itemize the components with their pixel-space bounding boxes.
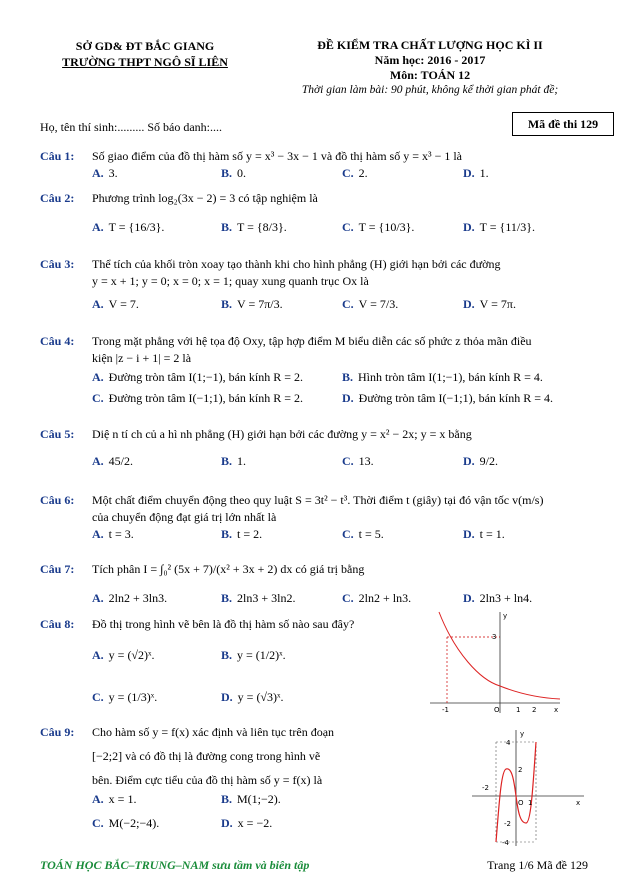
question-number: Câu 2: (40, 191, 75, 205)
option-key: B. (221, 527, 233, 541)
question-text: Cho hàm số y = f(x) xác định và liên tục trên đoạn (92, 725, 335, 739)
option-value: Đường tròn tâm I(−1;1), bán kính R = 4. (358, 391, 554, 405)
option-b (221, 219, 287, 236)
question-2 (40, 190, 588, 237)
question-text-line-2: của chuyển động đạt giá trị lớn nhất là (92, 510, 277, 524)
page-info: Trang 1/6 Mã đề 129 (487, 858, 588, 872)
option-value: x = 1. (108, 792, 137, 806)
question-6 (40, 492, 588, 544)
option-value: t = 3. (108, 527, 134, 541)
option-key: D. (221, 816, 233, 830)
question-4 (40, 333, 588, 408)
tick-label: -1 (442, 706, 449, 714)
option-c (342, 296, 398, 313)
axis-label-y: y (503, 612, 508, 620)
option-key: B. (221, 166, 233, 180)
origin-label: O (518, 799, 524, 807)
school-year: Năm học: 2016 - 2017 (374, 53, 486, 67)
option-a (92, 219, 164, 236)
option-a (92, 453, 133, 470)
option-a (92, 165, 118, 182)
question-number: Câu 8: (40, 617, 75, 631)
tick-label: 2 (532, 706, 537, 714)
option-value: V = 7π/3. (237, 297, 283, 311)
option-key: A. (92, 166, 104, 180)
option-value: 2. (358, 166, 368, 180)
question-text: Một chất điểm chuyển động theo quy luật S = 3t² − t³. Thời điểm t (giây) tại đó vận tốc v(m/s) (92, 493, 544, 507)
option-key: B. (221, 220, 233, 234)
option-d (463, 296, 516, 313)
question-number: Câu 3: (40, 257, 75, 271)
option-value: t = 5. (358, 527, 384, 541)
question-text-line-2: y = x + 1; y = 0; x = 0; x = 1; quay xung quanh trục Ox là (92, 274, 369, 288)
option-key: B. (221, 297, 233, 311)
option-value: t = 1. (479, 527, 505, 541)
option-value: 9/2. (479, 454, 499, 468)
options-row-2 (92, 689, 400, 707)
options (92, 453, 588, 471)
options (92, 369, 588, 387)
option-key: D. (463, 454, 475, 468)
question-number: Câu 9: (40, 725, 75, 739)
student-info-line: Họ, tên thí sinh:......... Số báo danh:.... (40, 120, 222, 134)
option-value: 2ln3 + 3ln2. (237, 591, 296, 605)
options-row-2 (92, 390, 588, 408)
curve (439, 612, 560, 699)
option-value: Đường tròn tâm I(−1;1), bán kính R = 2. (108, 391, 304, 405)
option-key: B. (221, 591, 233, 605)
options (92, 590, 588, 608)
option-key: C. (342, 220, 354, 234)
option-value: T = {10/3}. (358, 220, 415, 234)
options (92, 791, 400, 809)
time-note: Thời gian làm bài: 90 phút, không kể thời gian phát đề; (301, 84, 559, 96)
option-key: B. (221, 792, 233, 806)
footer-brand: TOÁN HỌC BẮC–TRUNG–NAM sưu tầm và biên tập (40, 858, 310, 872)
question-9 (40, 724, 400, 833)
option-value: 13. (358, 454, 374, 468)
option-value: y = (1/3)ˣ. (108, 690, 158, 704)
question-8 (40, 616, 400, 707)
options (92, 647, 400, 665)
option-value: V = 7/3. (358, 297, 399, 311)
tick-label: 2 (518, 766, 523, 774)
tick-label: -4 (502, 839, 509, 847)
question-text-line-2: [−2;2] và có đồ thị là đường cong trong hình vẽ (92, 749, 321, 763)
option-b (221, 296, 283, 313)
option-key: D. (463, 527, 475, 541)
option-value: 2ln2 + 3ln3. (108, 591, 168, 605)
option-d (463, 590, 532, 607)
question-text-line-2: kiện |z − i + 1| = 2 là (92, 351, 192, 365)
option-value: T = {16/3}. (108, 220, 165, 234)
options (92, 296, 588, 314)
question-1 (40, 148, 588, 183)
question-7 (40, 561, 588, 608)
option-b (221, 791, 281, 808)
option-value: y = (√3)ˣ. (237, 690, 284, 704)
header-right (265, 38, 595, 98)
option-a (92, 791, 136, 808)
option-key: A. (92, 792, 104, 806)
option-value: 3. (108, 166, 118, 180)
question-text: Phương trình log₂(3x − 2) = 3 có tập nghiệm là (92, 191, 318, 205)
option-value: 0. (237, 166, 247, 180)
option-a (92, 296, 139, 313)
option-value: V = 7. (108, 297, 139, 311)
option-b (221, 647, 286, 664)
option-key: A. (92, 648, 104, 662)
department-name: SỞ GD& ĐT BẮC GIANG (75, 39, 215, 53)
tick-label: 3 (492, 633, 497, 641)
tick-label: 4 (506, 739, 511, 747)
option-d (342, 390, 553, 407)
options (92, 526, 588, 544)
option-value: Đường tròn tâm I(1;−1), bán kính R = 2. (108, 370, 304, 384)
option-value: Hình tròn tâm I(1;−1), bán kính R = 4. (358, 370, 543, 384)
school-name: TRƯỜNG THPT NGÔ SĨ LIÊN (62, 55, 228, 69)
option-value: M(−2;−4). (108, 816, 160, 830)
option-d (463, 526, 505, 543)
option-value: 1. (479, 166, 489, 180)
option-a (92, 590, 167, 607)
option-b (221, 453, 246, 470)
option-b (221, 590, 295, 607)
question-text: Số giao điểm của đồ thị hàm số y = x³ − 3x − 1 và đồ thị hàm số y = x³ − 1 là (92, 149, 462, 163)
option-key: C. (342, 527, 354, 541)
question-number: Câu 1: (40, 149, 75, 163)
option-key: C. (92, 391, 104, 405)
option-key: A. (92, 297, 104, 311)
option-key: D. (463, 220, 475, 234)
option-value: 45/2. (108, 454, 134, 468)
option-key: B. (342, 370, 354, 384)
option-d (463, 165, 489, 182)
option-c (92, 390, 303, 407)
option-a (92, 647, 155, 664)
option-b (221, 165, 246, 182)
option-key: C. (342, 297, 354, 311)
option-value: y = (1/2)ˣ. (237, 648, 286, 662)
option-c (342, 453, 374, 470)
cubic-graph (468, 726, 588, 848)
footer (40, 858, 588, 873)
option-value: 2ln3 + ln4. (479, 591, 533, 605)
option-value: x = −2. (237, 816, 273, 830)
option-value: T = {11/3}. (479, 220, 535, 234)
axis-label-y: y (520, 730, 525, 738)
tick-label: 1 (528, 799, 533, 807)
axis-label-x: x (554, 706, 559, 714)
option-key: B. (221, 648, 233, 662)
option-key: D. (342, 391, 354, 405)
option-d (221, 815, 272, 832)
exam-title: ĐỀ KIỂM TRA CHẤT LƯỢNG HỌC KÌ II (317, 38, 543, 52)
option-value: V = 7π. (479, 297, 516, 311)
option-c (342, 165, 368, 182)
option-key: A. (92, 527, 104, 541)
option-value: 2ln2 + ln3. (358, 591, 412, 605)
options (92, 219, 588, 237)
option-b (221, 526, 262, 543)
option-a (92, 369, 303, 386)
question-5 (40, 426, 588, 471)
option-value: T = {8/3}. (237, 220, 287, 234)
option-a (92, 526, 134, 543)
subject: Môn: TOÁN 12 (389, 68, 471, 82)
axis-label-x: x (576, 799, 581, 807)
option-d (463, 453, 498, 470)
option-value: 1. (237, 454, 247, 468)
question-text: Tích phân I = ∫₀² (5x + 7)/(x² + 3x + 2) dx có giá trị bằng (92, 562, 365, 576)
origin-label: O (494, 706, 500, 714)
question-number: Câu 6: (40, 493, 75, 507)
option-c (92, 689, 157, 706)
option-key: B. (221, 454, 233, 468)
option-value: M(1;−2). (237, 792, 281, 806)
option-key: D. (463, 297, 475, 311)
option-key: D. (463, 591, 475, 605)
option-key: A. (92, 454, 104, 468)
option-value: t = 2. (237, 527, 263, 541)
exam-code-box: Mã đề thi 129 (512, 112, 614, 136)
options-row-2 (92, 815, 400, 833)
question-3 (40, 256, 588, 314)
question-number: Câu 5: (40, 427, 75, 441)
question-text: Trong mặt phẳng với hệ tọa độ Oxy, tập hợp điểm M biểu diễn các số phức z thỏa mãn điều (92, 334, 532, 348)
option-key: D. (221, 690, 233, 704)
question-text: Thể tích của khối tròn xoay tạo thành khi cho hình phẳng (H) giới hạn bởi các đường (92, 257, 501, 271)
option-c (342, 219, 414, 236)
option-key: C. (342, 166, 354, 180)
option-key: C. (92, 816, 104, 830)
header-left (40, 38, 250, 70)
tick-label: -2 (504, 820, 511, 828)
question-text: Diệ n tí ch củ a hì nh phẳng (H) giới hạn bởi các đường y = x² − 2x; y = x bằng (92, 427, 472, 441)
option-key: C. (92, 690, 104, 704)
exponential-graph (425, 608, 565, 718)
option-d (463, 219, 535, 236)
option-value: y = (√2)ˣ. (108, 648, 155, 662)
tick-label: -2 (482, 784, 489, 792)
option-key: A. (92, 370, 104, 384)
option-key: A. (92, 591, 104, 605)
option-key: C. (342, 591, 354, 605)
option-d (221, 689, 284, 706)
option-b (342, 369, 543, 386)
option-key: A. (92, 220, 104, 234)
option-c (342, 526, 384, 543)
question-text-line-3: bên. Điểm cực tiểu của đồ thị hàm số y = f(x) là (92, 773, 323, 787)
tick-label: 1 (516, 706, 521, 714)
option-c (92, 815, 159, 832)
question-number: Câu 4: (40, 334, 75, 348)
option-c (342, 590, 411, 607)
question-text: Đồ thị trong hình vẽ bên là đồ thị hàm số nào sau đây? (92, 617, 355, 631)
option-key: C. (342, 454, 354, 468)
options (92, 165, 588, 183)
option-key: D. (463, 166, 475, 180)
question-number: Câu 7: (40, 562, 75, 576)
